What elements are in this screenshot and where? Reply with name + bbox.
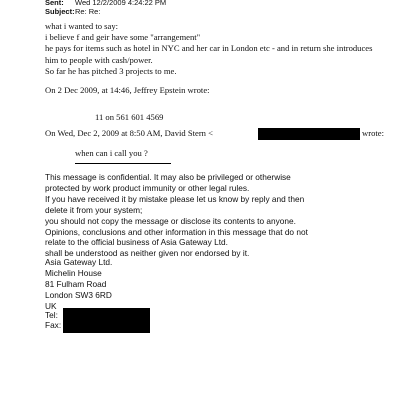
sent-row xyxy=(45,0,166,7)
quote1-attribution: On 2 Dec 2009, at 14:46, Jeffrey Epstein wrote: xyxy=(45,85,210,95)
disclaimer-line: Opinions, conclusions and other information in this message that do not xyxy=(45,226,308,237)
sent-value: Wed 12/2/2009 4:24:22 PM xyxy=(75,0,167,7)
subject-value: Re: Re: xyxy=(75,7,101,16)
address-line: 81 Fulham Road xyxy=(45,278,107,289)
message-line: him to people with cash/power. xyxy=(45,54,153,65)
disclaimer-line: This message is confidential. It may also be privileged or otherwise xyxy=(45,172,291,182)
signature-rule xyxy=(75,163,171,164)
message-body xyxy=(45,21,372,77)
message-line: he pays for items such as hotel in NYC and her car in London etc - and in return she introduces xyxy=(45,43,373,54)
disclaimer xyxy=(45,172,308,259)
quote2-attribution-suffix: wrote: xyxy=(362,128,384,138)
subject-label: Subject: xyxy=(45,7,75,16)
address-line: Michelin House xyxy=(45,267,102,278)
tel-label: Tel: xyxy=(45,310,58,320)
disclaimer-line: delete it from your system; xyxy=(45,204,143,215)
message-line: So far he has pitched 3 projects to me. xyxy=(45,65,177,76)
fax-label: Fax: xyxy=(45,320,62,330)
disclaimer-line: shall be understood as neither given nor endorsed by it. xyxy=(45,248,250,259)
disclaimer-line: you should not copy the message or disclose its contents to anyone. xyxy=(45,215,296,226)
address-block xyxy=(45,257,112,312)
message-line: what i wanted to say: xyxy=(45,21,119,31)
quote2-attribution-prefix: On Wed, Dec 2, 2009 at 8:50 AM, David Stern < xyxy=(45,128,213,138)
disclaimer-line: relate to the official business of Asia Gateway Ltd. xyxy=(45,237,228,248)
sent-label: Sent: xyxy=(45,0,64,7)
address-line: London SW3 6RD xyxy=(45,289,112,300)
redaction-phone xyxy=(63,308,150,333)
disclaimer-line: If you have received it by mistake please let us know by reply and then xyxy=(45,193,305,204)
address-line: UK xyxy=(45,300,57,311)
disclaimer-line: protected by work product immunity or other legal rules. xyxy=(45,182,250,193)
redaction-email xyxy=(258,128,360,140)
quote1-text: 11 on 561 601 4569 xyxy=(95,112,164,122)
address-line: Asia Gateway Ltd. xyxy=(45,257,113,267)
subject-row xyxy=(45,7,100,16)
quote2-text: when can i call you ? xyxy=(75,148,148,158)
message-line: i believe f and geir have some "arrangement" xyxy=(45,32,201,43)
